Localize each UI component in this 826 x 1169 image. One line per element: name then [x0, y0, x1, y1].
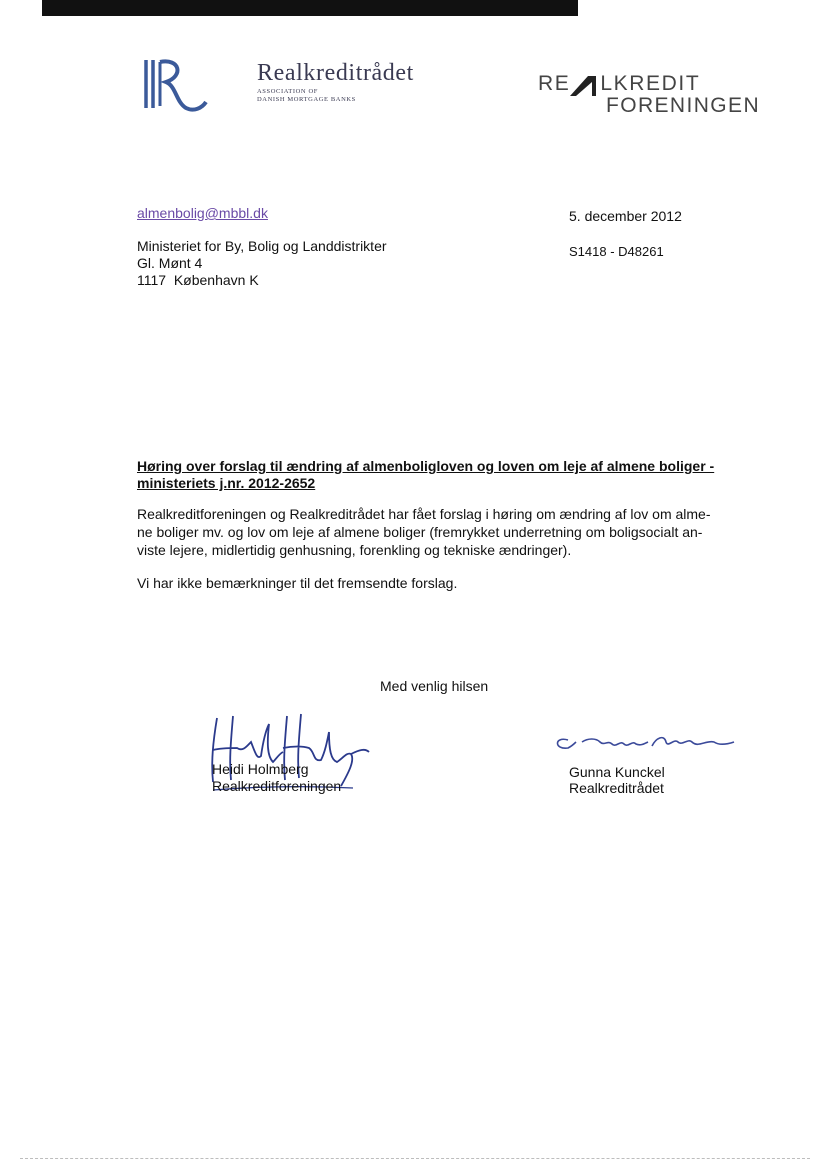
recipient-city: 1117 København K [137, 272, 259, 288]
recipient-street: Gl. Mønt 4 [137, 255, 203, 271]
realkreditforeningen-roof-icon [568, 74, 598, 98]
rk-part-lkredit: LKREDIT [600, 72, 701, 95]
realkreditraadet-logo-icon [140, 56, 212, 118]
realkreditraadet-name: Realkreditrådet [257, 60, 414, 86]
signature-gunna-kunckel [548, 730, 738, 760]
recipient-name: Ministeriet for By, Bolig og Landdistrikter [137, 238, 387, 254]
closing-greeting: Med venlig hilsen [380, 678, 489, 694]
signer1-org: Realkreditforeningen [212, 778, 342, 794]
signer2-org: Realkreditrådet [569, 780, 664, 796]
rk-part-re: RE [538, 72, 571, 95]
rr-sub-line2: DANISH MORTGAGE BANKS [257, 96, 356, 103]
realkreditforeningen-wordmark [538, 72, 700, 96]
rr-sub-line1: ASSOCIATION OF [257, 88, 318, 95]
realkreditraadet-subtitle [257, 88, 356, 104]
letter-reference: S1418 - D48261 [569, 244, 664, 259]
recipient-email-link[interactable]: almenbolig@mbbl.dk [137, 205, 268, 221]
body-p1-line3: viste lejere, midlertidig genhusning, forenkling og tekniske ændringer). [137, 542, 572, 558]
body-p2: Vi har ikke bemærkninger til det fremsendte forslag. [137, 575, 458, 591]
letter-date: 5. december 2012 [569, 208, 682, 224]
top-scan-bar [42, 0, 578, 16]
signer1-name: Heidi Holmberg [212, 761, 309, 777]
body-p1-line2: ne boliger mv. og lov om leje af almene boliger (fremrykket underretning om boligsocialt an- [137, 524, 703, 540]
subject-line-1: Høring over forslag til ændring af almenboligloven og loven om leje af almene boliger - [137, 458, 715, 474]
bottom-scan-line [20, 1158, 810, 1159]
realkreditforeningen-line2: FORENINGEN [606, 94, 761, 117]
body-p1-line1: Realkreditforeningen og Realkreditrådet har fået forslag i høring om ændring af lov om alme- [137, 506, 711, 522]
signer2-name: Gunna Kunckel [569, 764, 665, 780]
subject-line-2: ministeriets j.nr. 2012-2652 [137, 475, 316, 491]
